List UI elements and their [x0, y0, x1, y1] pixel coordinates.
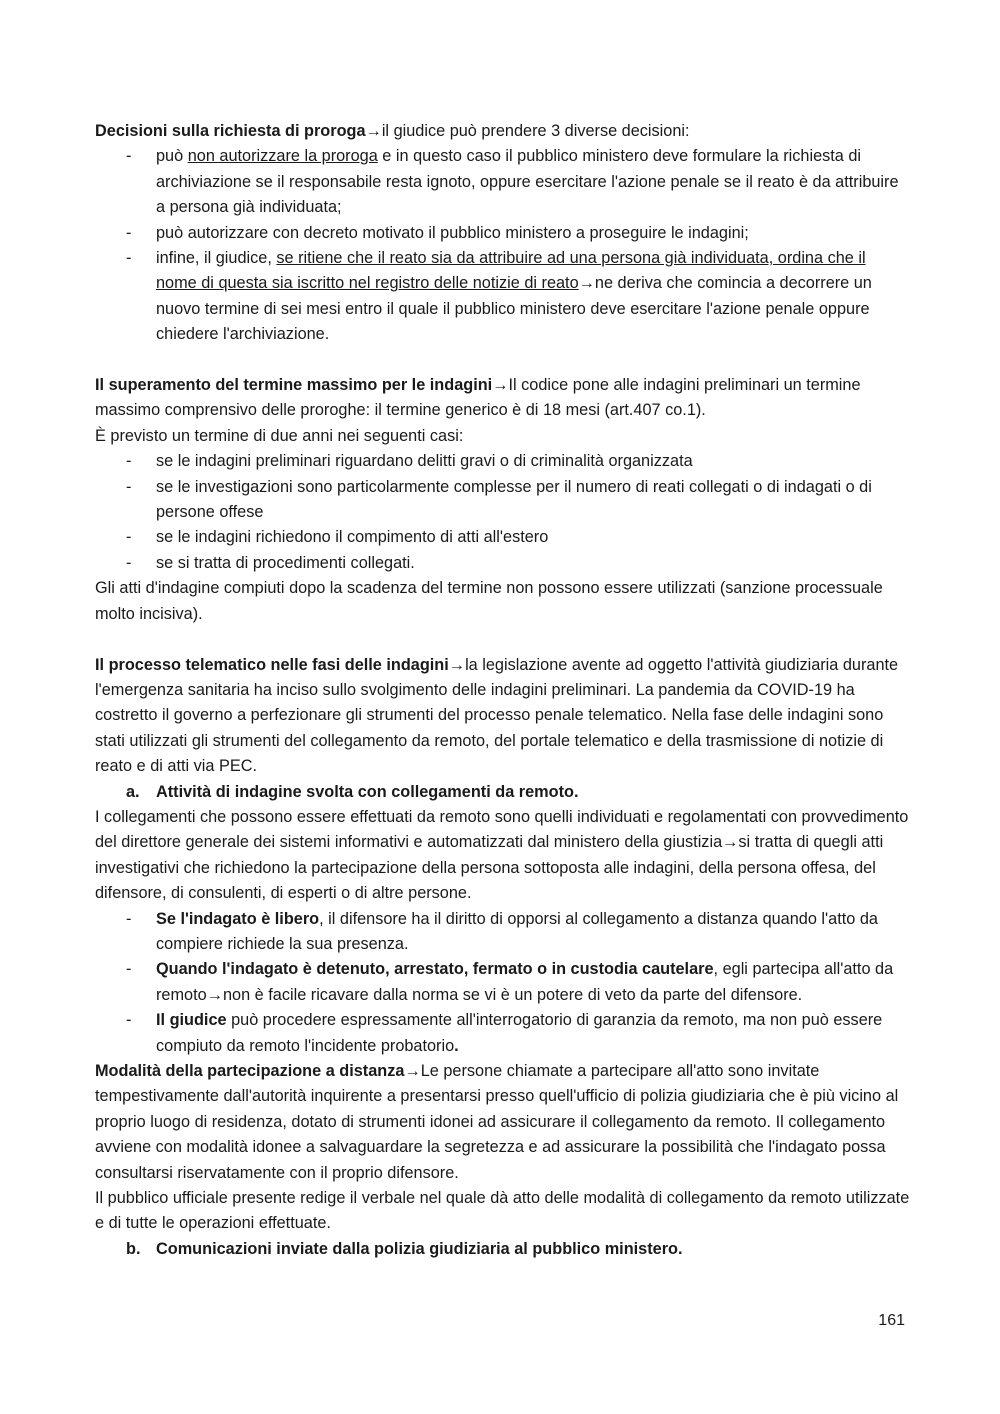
- arrow-icon: →: [722, 833, 739, 852]
- arrow-icon: →: [448, 655, 466, 674]
- due-anni-cases-list: [95, 449, 910, 576]
- arrow-icon: →: [206, 985, 223, 1004]
- arrow-icon: →: [365, 122, 382, 140]
- paragraph-modalita: Modalità della partecipazione a distanza→Le persone chiamate a partecipare all'atto sono invitate tempestivamente dall'autorità inquirente a presentarsi presso quell'ufficio di polizia giudiziaria che è più vicino al proprio luogo di residenza, dotato di strumenti idonei ad assicurare il collegamento da remoto. Il collegamento avviene con modalità idonee a salvaguardare la segretezza e ad assicurare la possibilità che l'indagato possa consultarsi riservatamente con il proprio difensore.: [95, 1062, 899, 1182]
- document-page: [95, 119, 910, 1262]
- list-item: - infine, il giudice, se ritiene che il reato sia da attribuire ad una persona già individuata, ordina che il nome di questa sia iscritto nel registro delle notizie di reato→ne deriva che comincia a decorrere un nuovo termine di sei mesi entro il quale il pubblico ministero deve esercitare l'azione penale oppure chiedere l'archiviazione.: [95, 246, 910, 348]
- arrow-icon: →: [578, 274, 595, 293]
- arrow-icon: →: [404, 1062, 421, 1080]
- paragraph-termine-massimo: Il superamento del termine massimo per le indagini→Il codice pone alle indagini preliminari un termine massimo comprensivo delle proroghe: il termine generico è di 18 mesi (art.407 co.1).: [95, 376, 861, 420]
- heading-superamento-termine: Il superamento del termine massimo per le indagini: [95, 376, 493, 395]
- paragraph-collegamenti: I collegamenti che possono essere effettuati da remoto sono quelli individuati e regolamentati con provvedimento del direttore generale dei sistemi informativi e automatizzati dal ministero della giustizia→si tratta di quegli atti investigativi che richiedono la partecipazione della persona sottoposta alle indagini, della persona offesa, del difensore, di consulenti, di esperti o di altre persone.: [95, 807, 909, 903]
- paragraph-sanzione: Gli atti d'indagine compiuti dopo la scadenza del termine non possono essere utilizzati (sanzione processuale molto incisiva).: [95, 579, 883, 623]
- paragraph-due-anni: È previsto un termine di due anni nei seguenti casi:: [95, 426, 464, 445]
- list-item: - se le investigazioni sono particolarmente complesse per il numero di reati collegati o di indagati o di persone offese: [95, 475, 910, 526]
- indagato-cases-list: [95, 907, 910, 1059]
- list-item: - Il giudice può procedere espressamente all'interrogatorio di garanzia da remoto, ma non può essere compiuto da remoto l'incidente probatorio.: [95, 1008, 910, 1059]
- list-item: - può autorizzare con decreto motivato il pubblico ministero a proseguire le indagini;: [95, 221, 910, 246]
- list-item: - se le indagini richiedono il compimento di atti all'estero: [95, 525, 910, 550]
- list-item: - può non autorizzare la proroga e in questo caso il pubblico ministero deve formulare la richiesta di archiviazione se il responsabile resta ignoto, oppure esercitare l'azione penale se il reato è da attribuire a persona già individuata;: [95, 144, 910, 220]
- list-item: - se si tratta di procedimenti collegati.: [95, 551, 910, 576]
- heading-decisioni-proroga: Decisioni sulla richiesta di proroga: [95, 122, 366, 140]
- paragraph-processo-telematico: Il processo telematico nelle fasi delle indagini→la legislazione avente ad oggetto l'attività giudiziaria durante l'emergenza sanitaria ha inciso sullo svolgimento delle indagini preliminari. La pandemia da COVID-19 ha costretto il governo a perfezionare gli strumenti del processo penale telematico. Nella fase delle indagini sono stati utilizzati gli strumenti del collegamento da remoto, del portale telematico e della trasmissione di notizie di reato e di atti via PEC.: [95, 655, 899, 776]
- arrow-icon: →: [492, 376, 509, 395]
- list-item: - se le indagini preliminari riguardano delitti gravi o di criminalità organizzata: [95, 449, 910, 474]
- list-item: - Quando l'indagato è detenuto, arrestato, fermato o in custodia cautelare, egli partecipa all'atto da remoto→non è facile ricavare dalla norma se vi è un potere di veto da parte del difensore.: [95, 957, 910, 1008]
- page-number: 161: [878, 1312, 905, 1329]
- heading-processo-telematico: Il processo telematico nelle fasi delle indagini: [95, 655, 449, 674]
- subheading-a: a. Attività di indagine svolta con collegamenti da remoto.: [126, 782, 579, 801]
- subheading-b: b. Comunicazioni inviate dalla polizia giudiziaria al pubblico ministero.: [126, 1239, 683, 1258]
- list-item: - Se l'indagato è libero, il difensore ha il diritto di opporsi al collegamento a distanza quando l'atto da compiere richiede la sua presenza.: [95, 907, 910, 958]
- proroga-decisions-list: [95, 144, 910, 347]
- paragraph-proroga-intro: Decisioni sulla richiesta di proroga→il giudice può prendere 3 diverse decisioni:: [95, 122, 690, 140]
- heading-modalita-partecipazione: Modalità della partecipazione a distanza: [95, 1062, 405, 1080]
- paragraph-verbale: Il pubblico ufficiale presente redige il verbale nel quale dà atto delle modalità di collegamento da remoto utilizzate e di tutte le operazioni effettuate.: [95, 1189, 910, 1233]
